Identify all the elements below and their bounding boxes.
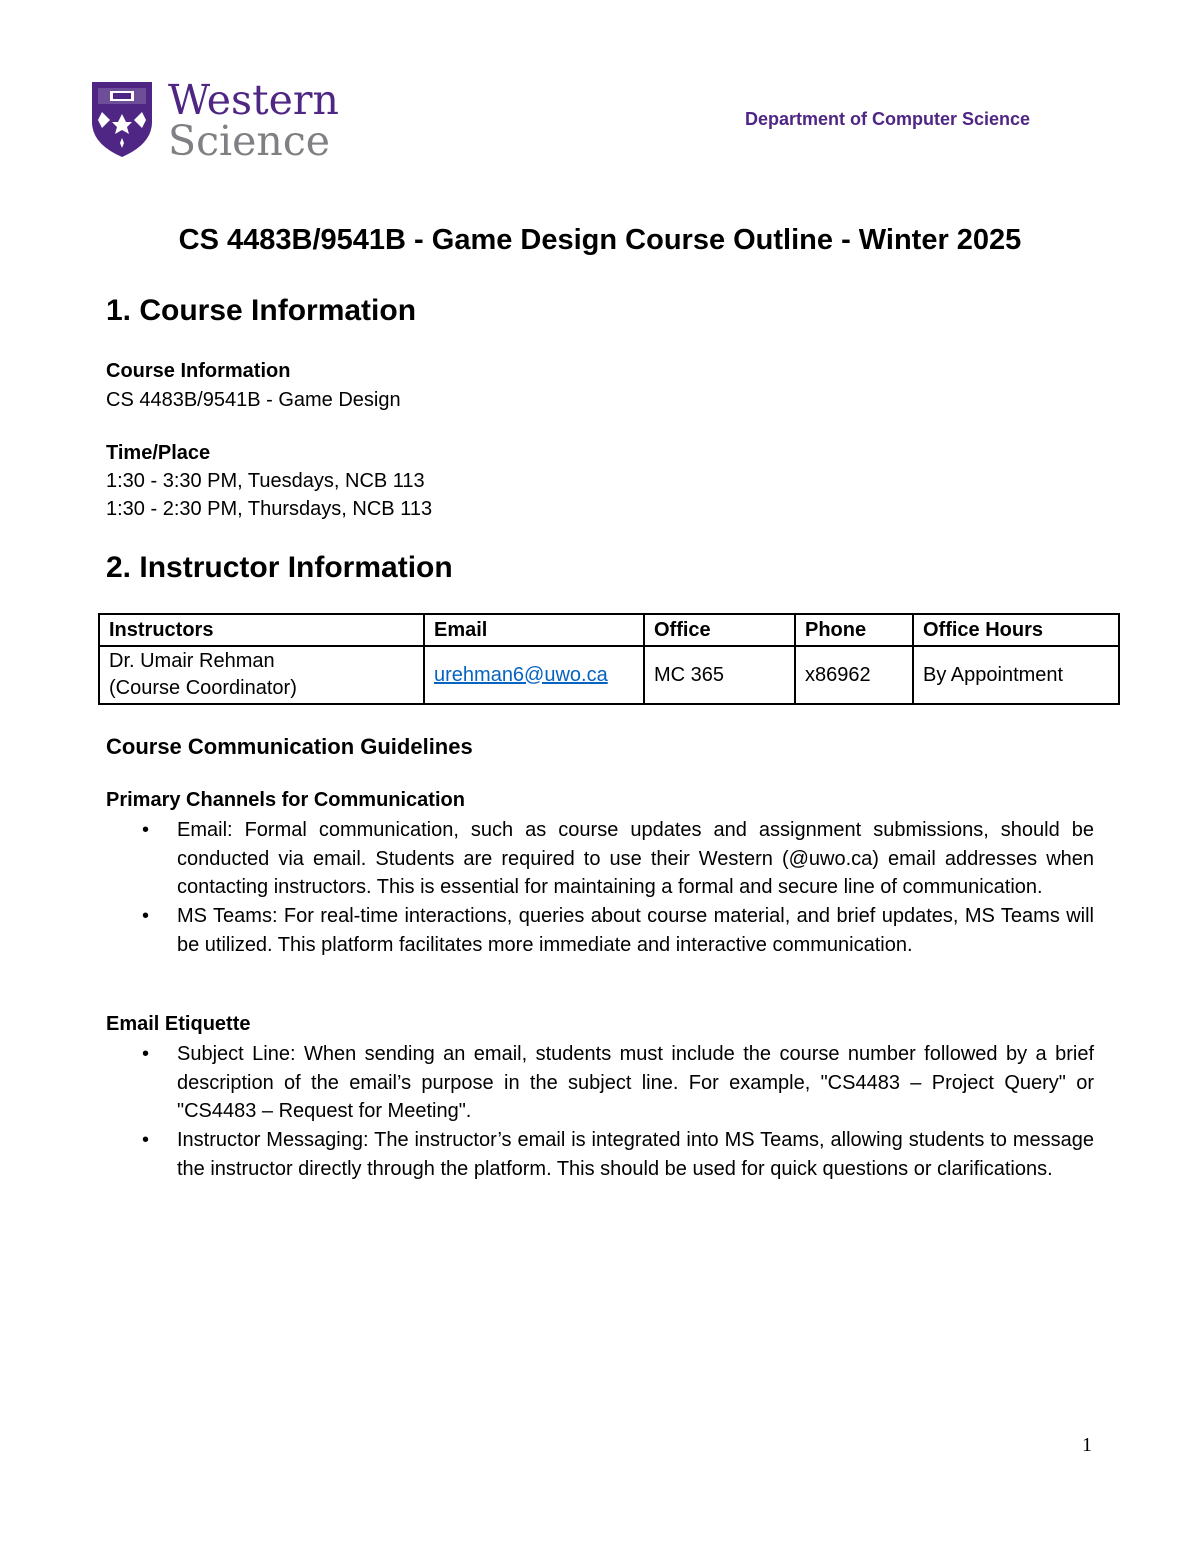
bullet-icon: •: [142, 1129, 150, 1152]
bullet-icon: •: [142, 905, 150, 928]
course-info-value: CS 4483B/9541B - Game Design: [106, 389, 401, 411]
logo-word-science: Science: [168, 117, 331, 165]
bullet-icon: •: [142, 819, 150, 841]
document-title: CS 4483B/9541B - Game Design Course Outline - Winter 2025: [178, 224, 1022, 256]
section-heading-course-information: 1. Course Information: [106, 294, 417, 327]
time-place-line: 1:30 - 3:30 PM, Tuesdays, NCB 113: [106, 470, 425, 492]
column-header-email: Email: [424, 614, 644, 646]
email-etiquette-list: [106, 1040, 1094, 1184]
primary-channels-list: [106, 816, 1094, 960]
column-header-office: Office: [644, 614, 795, 646]
column-header-office-hours: Office Hours: [913, 614, 1119, 646]
page-number: 1: [1082, 1434, 1092, 1456]
email-etiquette-label: Email Etiquette: [106, 1013, 251, 1035]
instructor-cell: [99, 646, 424, 704]
course-info-label: Course Information: [106, 360, 291, 382]
office-cell: MC 365: [644, 646, 795, 704]
table-row: [99, 646, 1119, 704]
list-item-text: MS Teams: For real-time interactions, queries about course material, and brief updates, MS Teams will be utilized. This platform facilitates more immediate and interactive communication.: [177, 905, 1094, 956]
email-cell: [424, 646, 644, 704]
instructor-table: [98, 613, 1120, 705]
time-place-label: Time/Place: [106, 442, 211, 464]
communication-guidelines-heading: Course Communication Guidelines: [106, 734, 473, 759]
instructor-email-link[interactable]: urehman6@uwo.ca: [434, 663, 608, 686]
department-name: Department of Computer Science: [745, 109, 1031, 129]
office-hours-cell: By Appointment: [913, 646, 1119, 704]
shield-crest-icon: [88, 78, 156, 160]
table-header-row: [99, 614, 1119, 646]
section-heading-instructor-information: 2. Instructor Information: [106, 551, 453, 584]
time-place-line: 1:30 - 2:30 PM, Thursdays, NCB 113: [106, 498, 433, 520]
phone-cell: x86962: [795, 646, 913, 704]
list-item-text: Subject Line: When sending an email, students must include the course number followed by a brief description of the email’s purpose in the subject line. For example, "CS4483 – Project Query" or "CS4483 – Request for Meeting".: [177, 1043, 1094, 1123]
list-item: [106, 816, 1094, 902]
list-item-text: Email: Formal communication, such as course updates and assignment submissions, should be conducted via email. Students are required to use their Western (@uwo.ca) email addresses when contacting instructors. This is essential for maintaining a formal and secure line of communication.: [177, 819, 1094, 899]
list-item: [106, 1040, 1094, 1126]
list-item-text: Instructor Messaging: The instructor’s email is integrated into MS Teams, allowing students to message the instructor directly through the platform. This should be used for quick questions or clarifications.: [177, 1129, 1094, 1180]
list-item: [106, 1126, 1094, 1183]
bullet-icon: •: [142, 1043, 150, 1065]
instructor-role: (Course Coordinator): [109, 677, 297, 699]
column-header-instructors: Instructors: [99, 614, 424, 646]
primary-channels-label: Primary Channels for Communication: [106, 789, 465, 811]
list-item: [106, 902, 1094, 959]
western-science-logo: [88, 76, 339, 165]
instructor-name: Dr. Umair Rehman: [109, 650, 275, 672]
column-header-phone: Phone: [795, 614, 913, 646]
logo-word-western: Western: [168, 76, 339, 124]
